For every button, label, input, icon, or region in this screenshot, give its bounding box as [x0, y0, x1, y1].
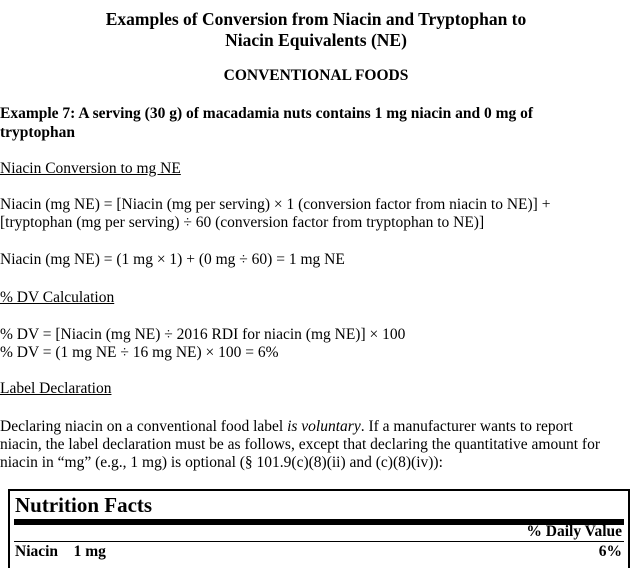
label-paragraph-line2: niacin, the label declaration must be as follows, except that declaring the quantitative amount for — [0, 436, 600, 453]
dv-formula-line1: % DV = [Niacin (mg NE) ÷ 2016 RDI for niacin (mg NE)] × 100 — [0, 326, 406, 343]
nutrient-daily-value: 6% — [598, 543, 622, 560]
daily-value-header: % Daily Value — [526, 523, 622, 540]
nutrition-facts-panel — [8, 489, 630, 568]
dv-formula-line2: % DV = (1 mg NE ÷ 16 mg NE) × 100 = 6% — [0, 344, 279, 361]
nutrient-amount: 1 mg — [73, 543, 106, 560]
conversion-formula-line1: Niacin (mg NE) = [Niacin (mg per serving) × 1 (conversion factor from niacin to NE)] + — [0, 196, 551, 213]
page-title-line1: Examples of Conversion from Niacin and Tryptophan to — [105, 9, 527, 29]
nutrition-facts-thin-rule — [14, 541, 624, 542]
example-line1: Example 7: A serving (30 g) of macadamia nuts contains 1 mg niacin and 0 mg of — [0, 105, 534, 122]
conversion-heading: Niacin Conversion to mg NE — [0, 160, 181, 177]
label-paragraph-line1 — [0, 418, 573, 436]
label-para-pre: Declaring niacin on a conventional food label — [0, 418, 288, 435]
label-para-post: . If a manufacturer wants to report — [360, 418, 573, 435]
nutrition-facts-title: Nutrition Facts — [15, 493, 153, 517]
nutrient-row-niacin — [15, 543, 106, 561]
label-para-italic: is voluntary — [287, 418, 361, 435]
label-declaration-heading: Label Declaration — [0, 380, 112, 397]
section-subtitle: CONVENTIONAL FOODS — [223, 67, 409, 84]
page-title-line2: Niacin Equivalents (NE) — [225, 30, 407, 50]
nutrient-name: Niacin — [15, 543, 59, 560]
dv-heading: % DV Calculation — [0, 289, 115, 306]
label-paragraph-line3: niacin in “mg” (e.g., 1 mg) is optional (§ 101.9(c)(8)(ii) and (c)(8)(iv)): — [0, 454, 443, 471]
conversion-formula-line2: [tryptophan (mg per serving) ÷ 60 (conversion factor from tryptophan to NE)] — [0, 214, 485, 231]
example-line2: tryptophan — [0, 124, 75, 141]
conversion-calc: Niacin (mg NE) = (1 mg × 1) + (0 mg ÷ 60) = 1 mg NE — [0, 251, 345, 268]
